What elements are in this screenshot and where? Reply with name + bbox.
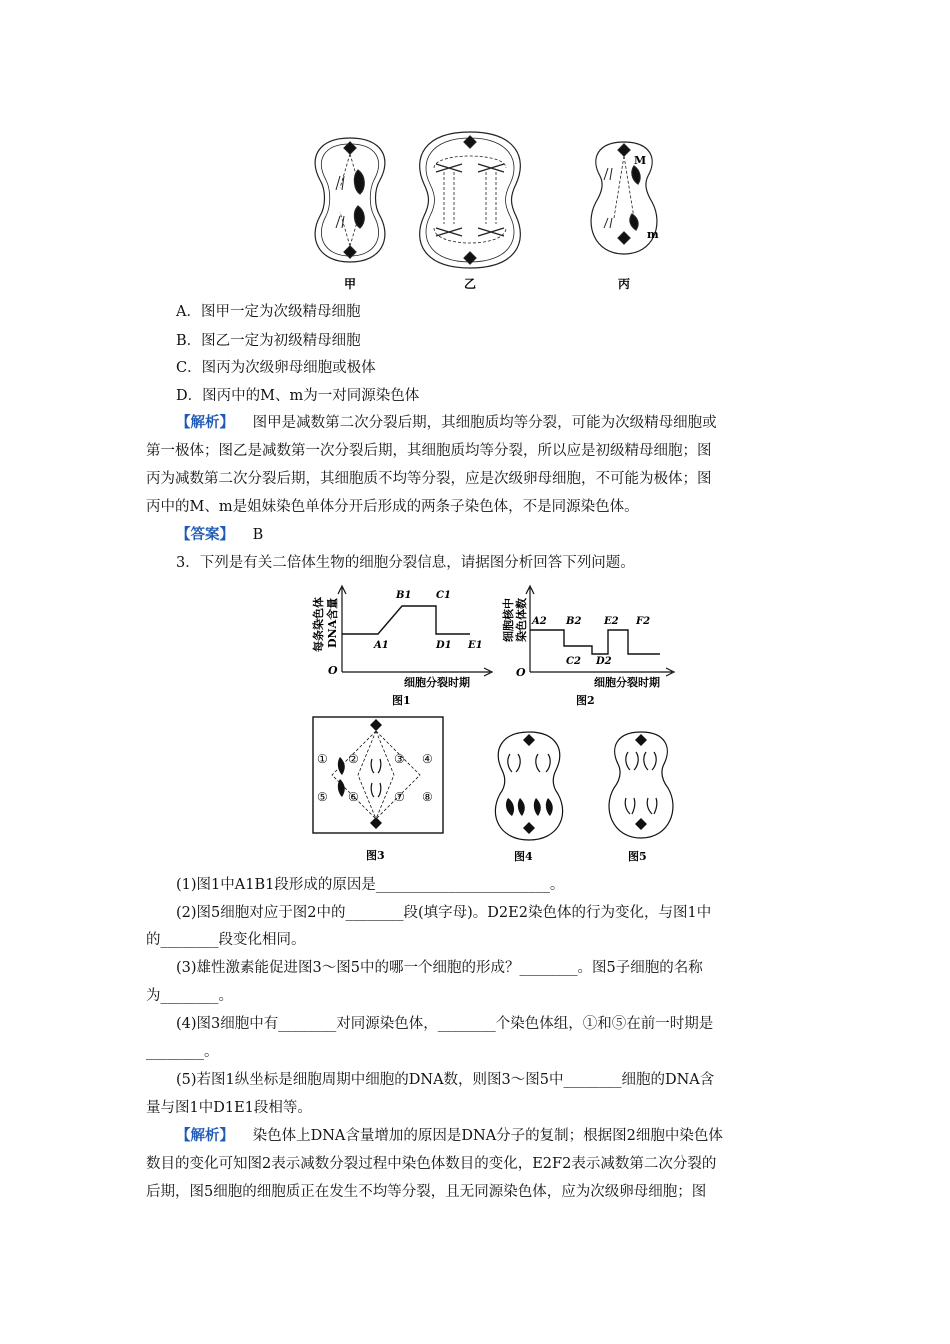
figure-5 (596, 728, 686, 864)
analysis-2-tag: 【解析】 (176, 1127, 234, 1144)
option-a: A．图甲一定为次级精母细胞 (176, 304, 361, 320)
analysis-2-text-1: 染色体上DNA含量增加的原因是DNA分子的复制；根据图2细胞中染色体 (252, 1128, 723, 1144)
top-figure (300, 128, 680, 298)
label-m: m (647, 228, 659, 241)
figure-1 (308, 582, 498, 710)
analysis-1-line-3: 丙为减数第二次分裂后期，其细胞质不均等分裂，应是次级卵母细胞，不可能为极体；图 (146, 471, 712, 487)
fig2-point-b2: B2 (566, 616, 582, 627)
analysis-2-line-2: 数目的变化可知图2表示减数分裂过程中染色体数目的变化，E2F2表示减数第二次分裂的 (146, 1156, 717, 1172)
label-M: M (634, 154, 647, 167)
fig5-caption: 图5 (628, 850, 647, 863)
analysis-1-line-2: 第一极体；图乙是减数第一次分裂后期，其细胞质均等分裂，所以应是初级精母细胞；图 (146, 443, 712, 459)
fig1-point-d1: D1 (436, 640, 452, 651)
fig2-point-e2: E2 (604, 616, 619, 627)
answer-tag: 【答案】 (176, 526, 234, 543)
fig1-ylabel-b: DNA含量 (326, 597, 339, 648)
answer-value: B (252, 527, 264, 543)
figure-2 (500, 582, 680, 710)
option-c: C．图丙为次级卵母细胞或极体 (176, 360, 376, 376)
fig2-caption: 图2 (576, 694, 595, 707)
analysis-2-line-1 (176, 1125, 723, 1147)
figure-3 (310, 715, 446, 863)
question-3-stem: 3．下列是有关二倍体生物的细胞分裂信息，请据图分析回答下列问题。 (176, 555, 635, 571)
option-d: D．图丙中的M、m为一对同源染色体 (176, 388, 420, 404)
fig-label-bing: 丙 (618, 277, 631, 291)
fig1-point-c1: C1 (436, 590, 451, 601)
fig3-caption: 图3 (366, 849, 385, 862)
fig2-ylabel-a: 细胞核中 (502, 598, 515, 642)
fig1-curve (342, 606, 470, 634)
q3-sub-3b: 为________。 (146, 988, 233, 1004)
fig2-curve (530, 630, 660, 654)
option-b: B．图乙一定为初级精母细胞 (176, 333, 361, 349)
q3-sub-2b: 的________段变化相同。 (146, 932, 306, 948)
cell-jia (315, 138, 385, 262)
fig1-point-b1: B1 (396, 590, 412, 601)
cell-yi (420, 132, 521, 268)
fig1-caption: 图1 (392, 694, 411, 707)
q3-sub-2a: (2)图5细胞对应于图2中的________段(填字母)。D2E2染色体的行为变化，与图1中 (176, 905, 712, 921)
q3-sub-3a: (3)雄性激素能促进图3～图5中的哪一个细胞的形成？________。图5子细胞的名称 (176, 960, 703, 976)
fig3-num-6: ⑥ (348, 790, 359, 804)
analysis-1-line-1 (176, 412, 717, 434)
fig1-origin: O (328, 664, 338, 677)
figure-4 (484, 728, 574, 864)
analysis-1-text-1: 图甲是减数第二次分裂后期，其细胞质均等分裂，可能为次级精母细胞或 (252, 415, 717, 431)
q3-sub-5a: (5)若图1纵坐标是细胞周期中细胞的DNA数，则图3～图5中________细胞的DNA含 (176, 1072, 715, 1088)
q3-sub-4a: (4)图3细胞中有________对同源染色体，________个染色体组，①和⑤在前一时期是 (176, 1016, 714, 1032)
fig-label-yi: 乙 (464, 277, 477, 291)
fig3-num-7: ⑦ (394, 790, 405, 804)
fig3-num-8: ⑧ (422, 790, 433, 804)
fig3-num-5: ⑤ (317, 790, 328, 804)
fig4-caption: 图4 (514, 850, 533, 863)
fig3-num-2: ② (348, 752, 359, 766)
fig2-ylabel-b: 染色体数 (515, 598, 528, 642)
q3-sub-1: (1)图1中A1B1段形成的原因是________________________。 (176, 877, 565, 893)
analysis-1-line-4: 丙中的M、m是姐妹染色单体分开后形成的两条子染色体，不是同源染色体。 (146, 499, 639, 515)
analysis-2-line-3: 后期，图5细胞的细胞质正在发生不均等分裂，且无同源染色体，应为次级卵母细胞；图 (146, 1184, 707, 1200)
fig2-point-d2: D2 (596, 656, 612, 667)
fig1-point-a1: A1 (374, 640, 389, 651)
fig2-point-a2: A2 (532, 616, 547, 627)
fig2-point-f2: F2 (636, 616, 651, 627)
fig3-num-4: ④ (422, 752, 433, 766)
fig2-point-c2: C2 (566, 656, 581, 667)
fig-label-jia: 甲 (344, 277, 357, 291)
fig1-point-e1: E1 (468, 640, 483, 651)
q3-sub-5b: 量与图1中D1E1段相等。 (146, 1100, 312, 1116)
fig3-num-3: ③ (394, 752, 405, 766)
analysis-tag: 【解析】 (176, 414, 234, 431)
fig2-xlabel: 细胞分裂时期 (594, 676, 660, 689)
fig3-num-1: ① (317, 752, 328, 766)
q3-sub-4b: ________。 (146, 1044, 219, 1060)
fig1-ylabel-a: 每条染色体 (312, 597, 325, 652)
fig2-origin: O (516, 666, 526, 679)
answer-1 (176, 524, 263, 546)
fig1-xlabel: 细胞分裂时期 (404, 676, 470, 689)
